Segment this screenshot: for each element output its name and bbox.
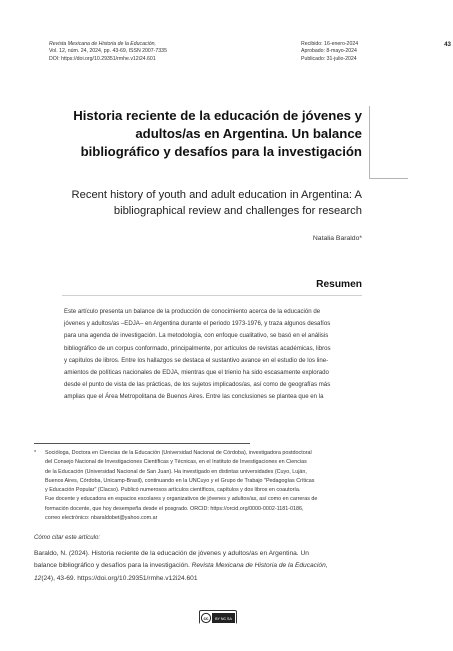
article-dates bbox=[301, 41, 358, 63]
footnote-rule bbox=[34, 443, 250, 444]
approved-date: Aprobado: 8-mayo-2024 bbox=[301, 48, 357, 55]
footnote-line: Buenos Aires, Córdoba, Unicamp-Brasil), continuando en la UNCuyo y el Grupo de Trabajo "Pedagogías Críticas bbox=[45, 477, 315, 484]
published-date: Publicado: 31-julio-2024 bbox=[301, 55, 357, 62]
citation-doi: (24), 43-69. https://doi.org/10.29351/rmhe.v12i24.601 bbox=[41, 574, 198, 582]
citation-line-2 bbox=[34, 560, 364, 572]
received-date: Recibido: 16-enero-2024 bbox=[301, 41, 359, 47]
footnote-line: y Educación Popular" (Clacso). Publicó numerosos artículos científicos, capítulos y dos libros en coautoría. bbox=[45, 487, 301, 494]
abstract-line: bibliográfico de un corpus conformado, principalmente, por artículos de revistas académicas, libros bbox=[64, 344, 331, 352]
title-english: Recent history of youth and adult education in Argentina: A bibliographical review and challenges for research bbox=[71, 189, 362, 217]
title-vertical-rule bbox=[369, 106, 370, 178]
journal-info bbox=[49, 41, 167, 63]
abstract-line: y capítulos de libros. Entre los hallazgos se destaca el sustantivo avance en el estudio de los line- bbox=[64, 356, 329, 364]
footnote-marker: * bbox=[34, 450, 37, 456]
cc-terms: BY NC SA bbox=[215, 617, 232, 621]
author-name: Natalia Baraldo* bbox=[312, 235, 362, 242]
cc-letters: cc bbox=[203, 616, 209, 621]
abstract-line: jóvenes y adultos/as –EDJA– en Argentina durante el periodo 1973-1976, y traza algunos desafíos bbox=[64, 320, 331, 328]
journal-volume: Vol. 12, núm. 24, 2024, pp. 43-69, ISSN 2007-7335 bbox=[49, 48, 167, 55]
citation-label: Cómo citar este artículo: bbox=[34, 534, 101, 541]
citation-line-1: Baraldo, N. (2024). Historia reciente de la educación de jóvenes y adultos/as en Argentina. Un bbox=[34, 550, 309, 557]
abstract-line: desde el punto de vista de las prácticas, de los sujetos implicados/as, así como de geografías más bbox=[64, 381, 331, 389]
cc-license-graphic bbox=[200, 612, 236, 624]
footnote-line: del Consejo Nacional de Investigaciones Científicas y Técnicas, en el Instituto de Investigaciones en Ciencias bbox=[45, 459, 307, 466]
abstract-line: para una agenda de investigación. La metodología, con enfoque cualitativo, se basó en el análisis bbox=[64, 332, 329, 340]
footnote-line: Socióloga, Doctora en Ciencias de la Educación (Universidad Nacional de Córdoba), investigadora postdoctoral bbox=[45, 450, 312, 456]
footnote-body bbox=[45, 449, 364, 523]
footnote-line: de la Educación (Universidad Nacional de San Juan). Ha investigado en distintas universidades (Cuyo, Luján, bbox=[45, 468, 307, 475]
title-horizontal-rule bbox=[369, 178, 408, 179]
citation-journal: Revista Mexicana de Historia de la Educación, bbox=[191, 562, 328, 570]
page-header bbox=[49, 41, 451, 67]
journal-name: Revista Mexicana de Historia de la Educación, bbox=[49, 41, 156, 47]
abstract-rule bbox=[62, 295, 362, 296]
footnote-line: formación docente, que hoy desempeña desde el posgrado. ORCID: https://orcid.org/0000-0002-1181-0186, bbox=[45, 505, 304, 512]
footnote-line: correo electrónico: nbaraldobet@yahoo.com.ar bbox=[45, 515, 158, 522]
abstract-heading: Resumen bbox=[316, 279, 362, 290]
abstract-line: amplias que el Área Metropolitana de Buenos Aires. Entre las conclusiones se plantea que en la bbox=[64, 393, 324, 401]
abstract-text bbox=[64, 306, 362, 404]
citation-title: balance bibliográfico y desafíos para la investigación. bbox=[34, 562, 192, 570]
footnote-line: Fue docente y educadora en espacios escolares y organizativos de jóvenes y adultos/as, así como en carreras de bbox=[45, 496, 318, 503]
citation-volume: 12 bbox=[34, 574, 42, 582]
abstract-line: amientos de políticas nacionales de EDJA, mientras que el trienio ha sido escasamente explorado bbox=[64, 369, 329, 377]
creative-commons-icon[interactable] bbox=[199, 610, 237, 624]
page-number: 43 bbox=[444, 41, 451, 48]
journal-doi: DOI: https://doi.org/10.29351/rmhe.v12i24.601 bbox=[49, 55, 156, 62]
abstract-line: Este artículo presenta un balance de la producción de conocimiento acerca de la educación de bbox=[64, 308, 321, 315]
title-spanish: Historia reciente de la educación de jóvenes y adultos/as en Argentina. Un balance bibliográfico y desafíos para la investigación bbox=[73, 108, 362, 159]
author-footnote bbox=[34, 449, 364, 523]
citation-text bbox=[34, 548, 364, 585]
citation-line-3 bbox=[34, 573, 364, 585]
